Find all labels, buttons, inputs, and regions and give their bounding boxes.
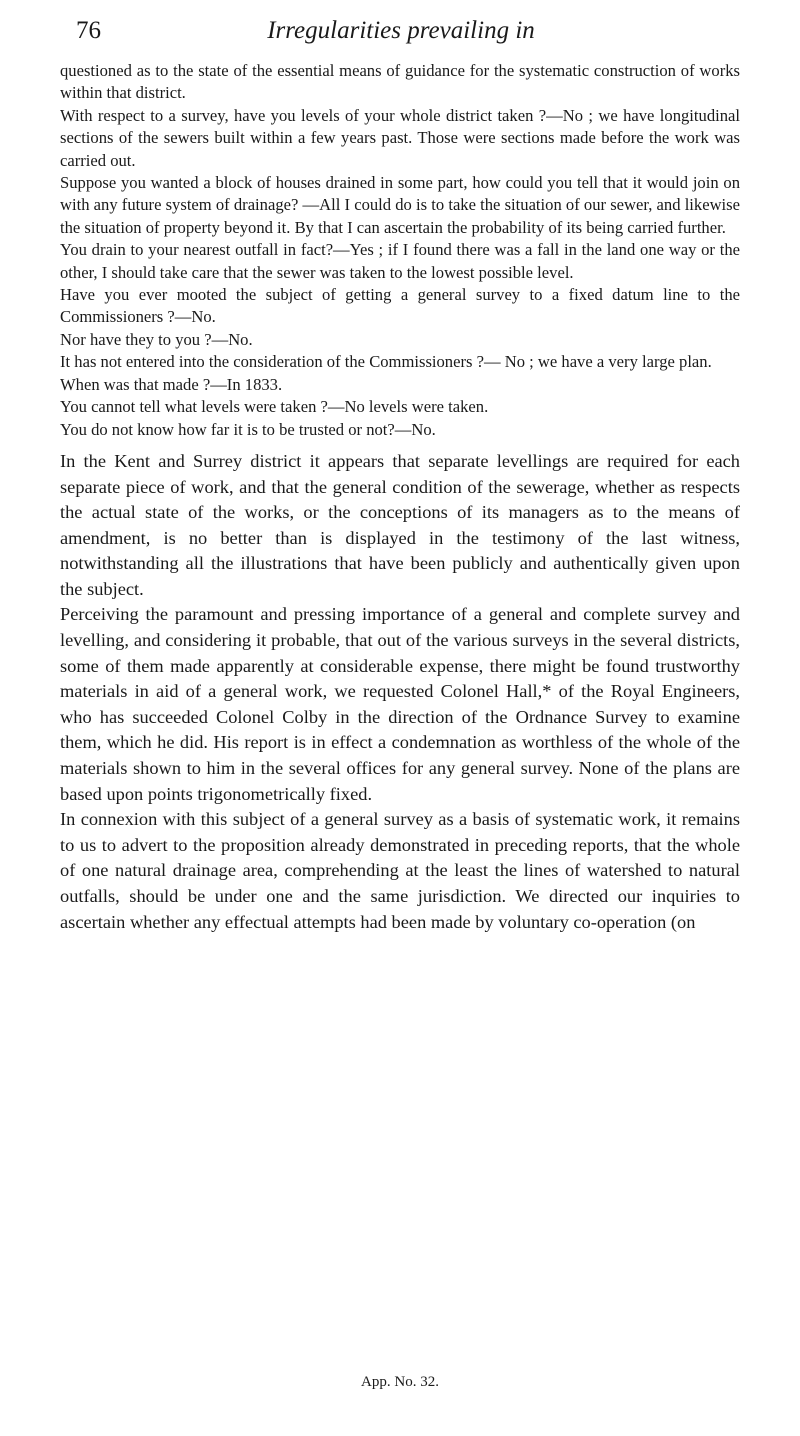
page-body	[60, 60, 740, 935]
testimony-paragraph: questioned as to the state of the essential means of guidance for the systematic construction of works within that district.	[60, 61, 740, 103]
testimony-section	[60, 60, 740, 441]
page-header	[76, 16, 726, 46]
testimony-paragraph: When was that made ?—In 1833.	[60, 374, 283, 394]
testimony-paragraph: Nor have they to you ?—No.	[60, 329, 253, 349]
testimony-paragraph: Suppose you wanted a block of houses drained in some part, how could you tell that it would join on with any future system of drainage? —All I could do is to take the situation of our sewer, and likewise the situation of property beyond it. By that I can ascertain the probability of its being carried further.	[60, 173, 740, 237]
running-title: Irregularities prevailing in	[267, 17, 535, 44]
testimony-paragraph: Have you ever mooted the subject of getting a general survey to a fixed datum line to the Commissioners ?—No.	[60, 285, 740, 327]
testimony-paragraph: With respect to a survey, have you levels of your whole district taken ?—No ; we have longitudinal sections of the sewers built within a few years past. Those were sections made before the work was carried out.	[60, 105, 740, 170]
report-paragraph: In connexion with this subject of a general survey as a basis of systematic work, it remains to us to advert to the proposition already demonstrated in preceding reports, that the whole of one natural drainage area, comprehending at the least the lines of watershed to natural outfalls, should be under one and the same jurisdiction. We directed our inquiries to ascertain whether any effectual attempts had been made by voluntary co-operation (on	[60, 809, 740, 932]
testimony-paragraph: You do not know how far it is to be trusted or not?—No.	[60, 419, 436, 439]
report-paragraph: Perceiving the paramount and pressing importance of a general and complete survey and levelling, and considering it probable, that out of the various surveys in the several districts, some of them made apparently at considerable expense, there might be found trustworthy materials in aid of a general work, we requested Colonel Hall,* of the Royal Engineers, who has succeeded Colonel Colby in the direction of the Ordnance Survey to examine them, which he did. His report is in effect a condemnation as worthless of the whole of the materials shown to him in the several offices for any general survey. None of the plans are based upon points trigonometrically fixed.	[60, 604, 740, 804]
page-number: 76	[76, 17, 101, 44]
report-section	[60, 449, 740, 935]
report-paragraph: In the Kent and Surrey district it appears that separate levellings are required for each separate piece of work, and that the general condition of the sewerage, whether as respects the actual state of the works, or the conceptions of its managers as to the means of amendment, is no better than is displayed in the testimony of the last witness, notwithstanding all the illustrations that have been publicly and authentically given upon the subject.	[60, 450, 740, 599]
testimony-paragraph: It has not entered into the consideration of the Commissioners ?— No ; we have a very large plan.	[60, 352, 712, 372]
testimony-paragraph: You cannot tell what levels were taken ?—No levels were taken.	[60, 397, 489, 417]
page-footer: App. No. 32.	[361, 1374, 439, 1390]
testimony-paragraph: You drain to your nearest outfall in fact?—Yes ; if I found there was a fall in the land one way or the other, I should take care that the sewer was taken to the lowest possible level.	[60, 240, 740, 282]
